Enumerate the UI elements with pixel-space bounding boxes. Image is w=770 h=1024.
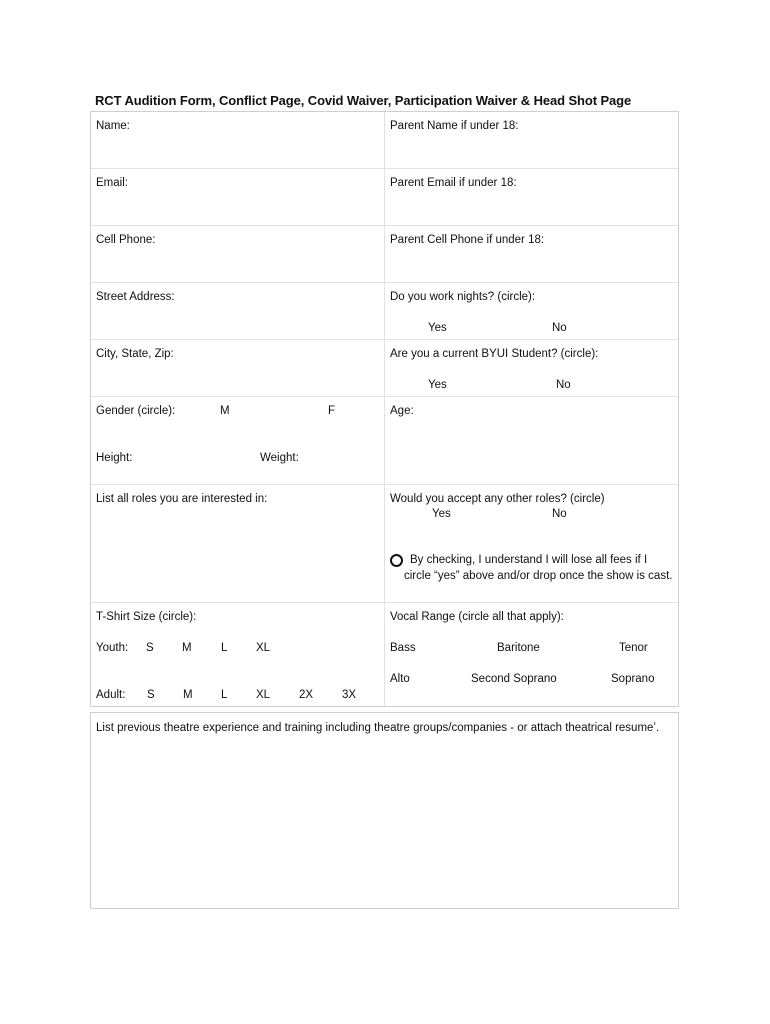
parent-name-label: Parent Name if under 18: bbox=[390, 120, 519, 132]
gender-height-cell bbox=[91, 397, 385, 484]
vocal-range-label: Vocal Range (circle all that apply): bbox=[390, 611, 564, 623]
row-name bbox=[91, 112, 678, 169]
byui-student-no[interactable]: No bbox=[556, 379, 571, 391]
adult-size-l[interactable]: L bbox=[221, 689, 228, 701]
fee-acknowledgement bbox=[390, 553, 675, 584]
vocal-alto[interactable]: Alto bbox=[390, 673, 410, 685]
work-nights-cell bbox=[385, 283, 678, 339]
theatre-experience-label: List previous theatre experience and training including theatre groups/companies - or attach theatrical resume’. bbox=[96, 722, 660, 734]
parent-email-cell[interactable] bbox=[385, 169, 678, 225]
page-title: RCT Audition Form, Conflict Page, Covid Waiver, Participation Waiver & Head Shot Page bbox=[95, 93, 632, 108]
email-cell[interactable] bbox=[91, 169, 385, 225]
circle-icon[interactable] bbox=[390, 554, 403, 567]
tshirt-cell bbox=[91, 603, 385, 706]
tshirt-youth-label: Youth: bbox=[96, 642, 129, 654]
roles-label: List all roles you are interested in: bbox=[96, 493, 268, 505]
gender-f-option[interactable]: F bbox=[328, 405, 336, 417]
youth-size-m[interactable]: M bbox=[182, 642, 192, 654]
parent-cell-phone-cell[interactable] bbox=[385, 226, 678, 282]
fee-acknowledgement-text: By checking, I understand I will lose all fees if I circle “yes” above and/or drop once the show is cast. bbox=[404, 554, 673, 582]
name-cell[interactable] bbox=[91, 112, 385, 168]
youth-size-xl[interactable]: XL bbox=[256, 642, 271, 654]
age-cell[interactable] bbox=[385, 397, 678, 484]
parent-cell-phone-label: Parent Cell Phone if under 18: bbox=[390, 234, 545, 246]
youth-size-s[interactable]: S bbox=[146, 642, 154, 654]
byui-student-cell bbox=[385, 340, 678, 396]
name-label: Name: bbox=[96, 120, 130, 132]
row-email bbox=[91, 169, 678, 226]
other-roles-question: Would you accept any other roles? (circle) bbox=[390, 493, 605, 505]
row-city-state-zip bbox=[91, 340, 678, 397]
theatre-experience-box[interactable] bbox=[90, 712, 679, 909]
vocal-tenor[interactable]: Tenor bbox=[619, 642, 648, 654]
row-tshirt-vocal bbox=[91, 603, 678, 706]
street-address-cell[interactable] bbox=[91, 283, 385, 339]
adult-size-3x[interactable]: 3X bbox=[342, 689, 357, 701]
parent-email-label: Parent Email if under 18: bbox=[390, 177, 517, 189]
row-roles bbox=[91, 485, 678, 603]
adult-size-m[interactable]: M bbox=[183, 689, 193, 701]
city-state-zip-label: City, State, Zip: bbox=[96, 348, 174, 360]
email-label: Email: bbox=[96, 177, 128, 189]
weight-label[interactable]: Weight: bbox=[260, 452, 299, 464]
tshirt-label: T-Shirt Size (circle): bbox=[96, 611, 197, 623]
other-roles-cell bbox=[385, 485, 678, 602]
adult-size-2x[interactable]: 2X bbox=[299, 689, 314, 701]
street-address-label: Street Address: bbox=[96, 291, 175, 303]
parent-name-cell[interactable] bbox=[385, 112, 678, 168]
vocal-soprano[interactable]: Soprano bbox=[611, 673, 655, 685]
tshirt-adult-label: Adult: bbox=[96, 689, 126, 701]
vocal-baritone[interactable]: Baritone bbox=[497, 642, 540, 654]
byui-student-question: Are you a current BYUI Student? (circle): bbox=[390, 348, 599, 360]
work-nights-yes[interactable]: Yes bbox=[428, 322, 447, 334]
cell-phone-cell[interactable] bbox=[91, 226, 385, 282]
row-gender-height bbox=[91, 397, 678, 485]
gender-m-option[interactable]: M bbox=[220, 405, 230, 417]
other-roles-no[interactable]: No bbox=[552, 508, 567, 520]
work-nights-no[interactable]: No bbox=[552, 322, 567, 334]
vocal-range-cell bbox=[385, 603, 678, 706]
gender-label: Gender (circle): bbox=[96, 405, 176, 417]
other-roles-yes[interactable]: Yes bbox=[432, 508, 451, 520]
row-street-address bbox=[91, 283, 678, 340]
vocal-second-soprano[interactable]: Second Soprano bbox=[471, 673, 557, 685]
cell-phone-label: Cell Phone: bbox=[96, 234, 156, 246]
age-label: Age: bbox=[390, 405, 414, 417]
youth-size-l[interactable]: L bbox=[221, 642, 228, 654]
byui-student-yes[interactable]: Yes bbox=[428, 379, 447, 391]
audition-form-table bbox=[90, 111, 679, 707]
roles-cell[interactable] bbox=[91, 485, 385, 602]
row-cell-phone bbox=[91, 226, 678, 283]
work-nights-question: Do you work nights? (circle): bbox=[390, 291, 536, 303]
city-state-zip-cell[interactable] bbox=[91, 340, 385, 396]
vocal-bass[interactable]: Bass bbox=[390, 642, 416, 654]
adult-size-xl[interactable]: XL bbox=[256, 689, 271, 701]
height-label[interactable]: Height: bbox=[96, 452, 133, 464]
adult-size-s[interactable]: S bbox=[147, 689, 155, 701]
